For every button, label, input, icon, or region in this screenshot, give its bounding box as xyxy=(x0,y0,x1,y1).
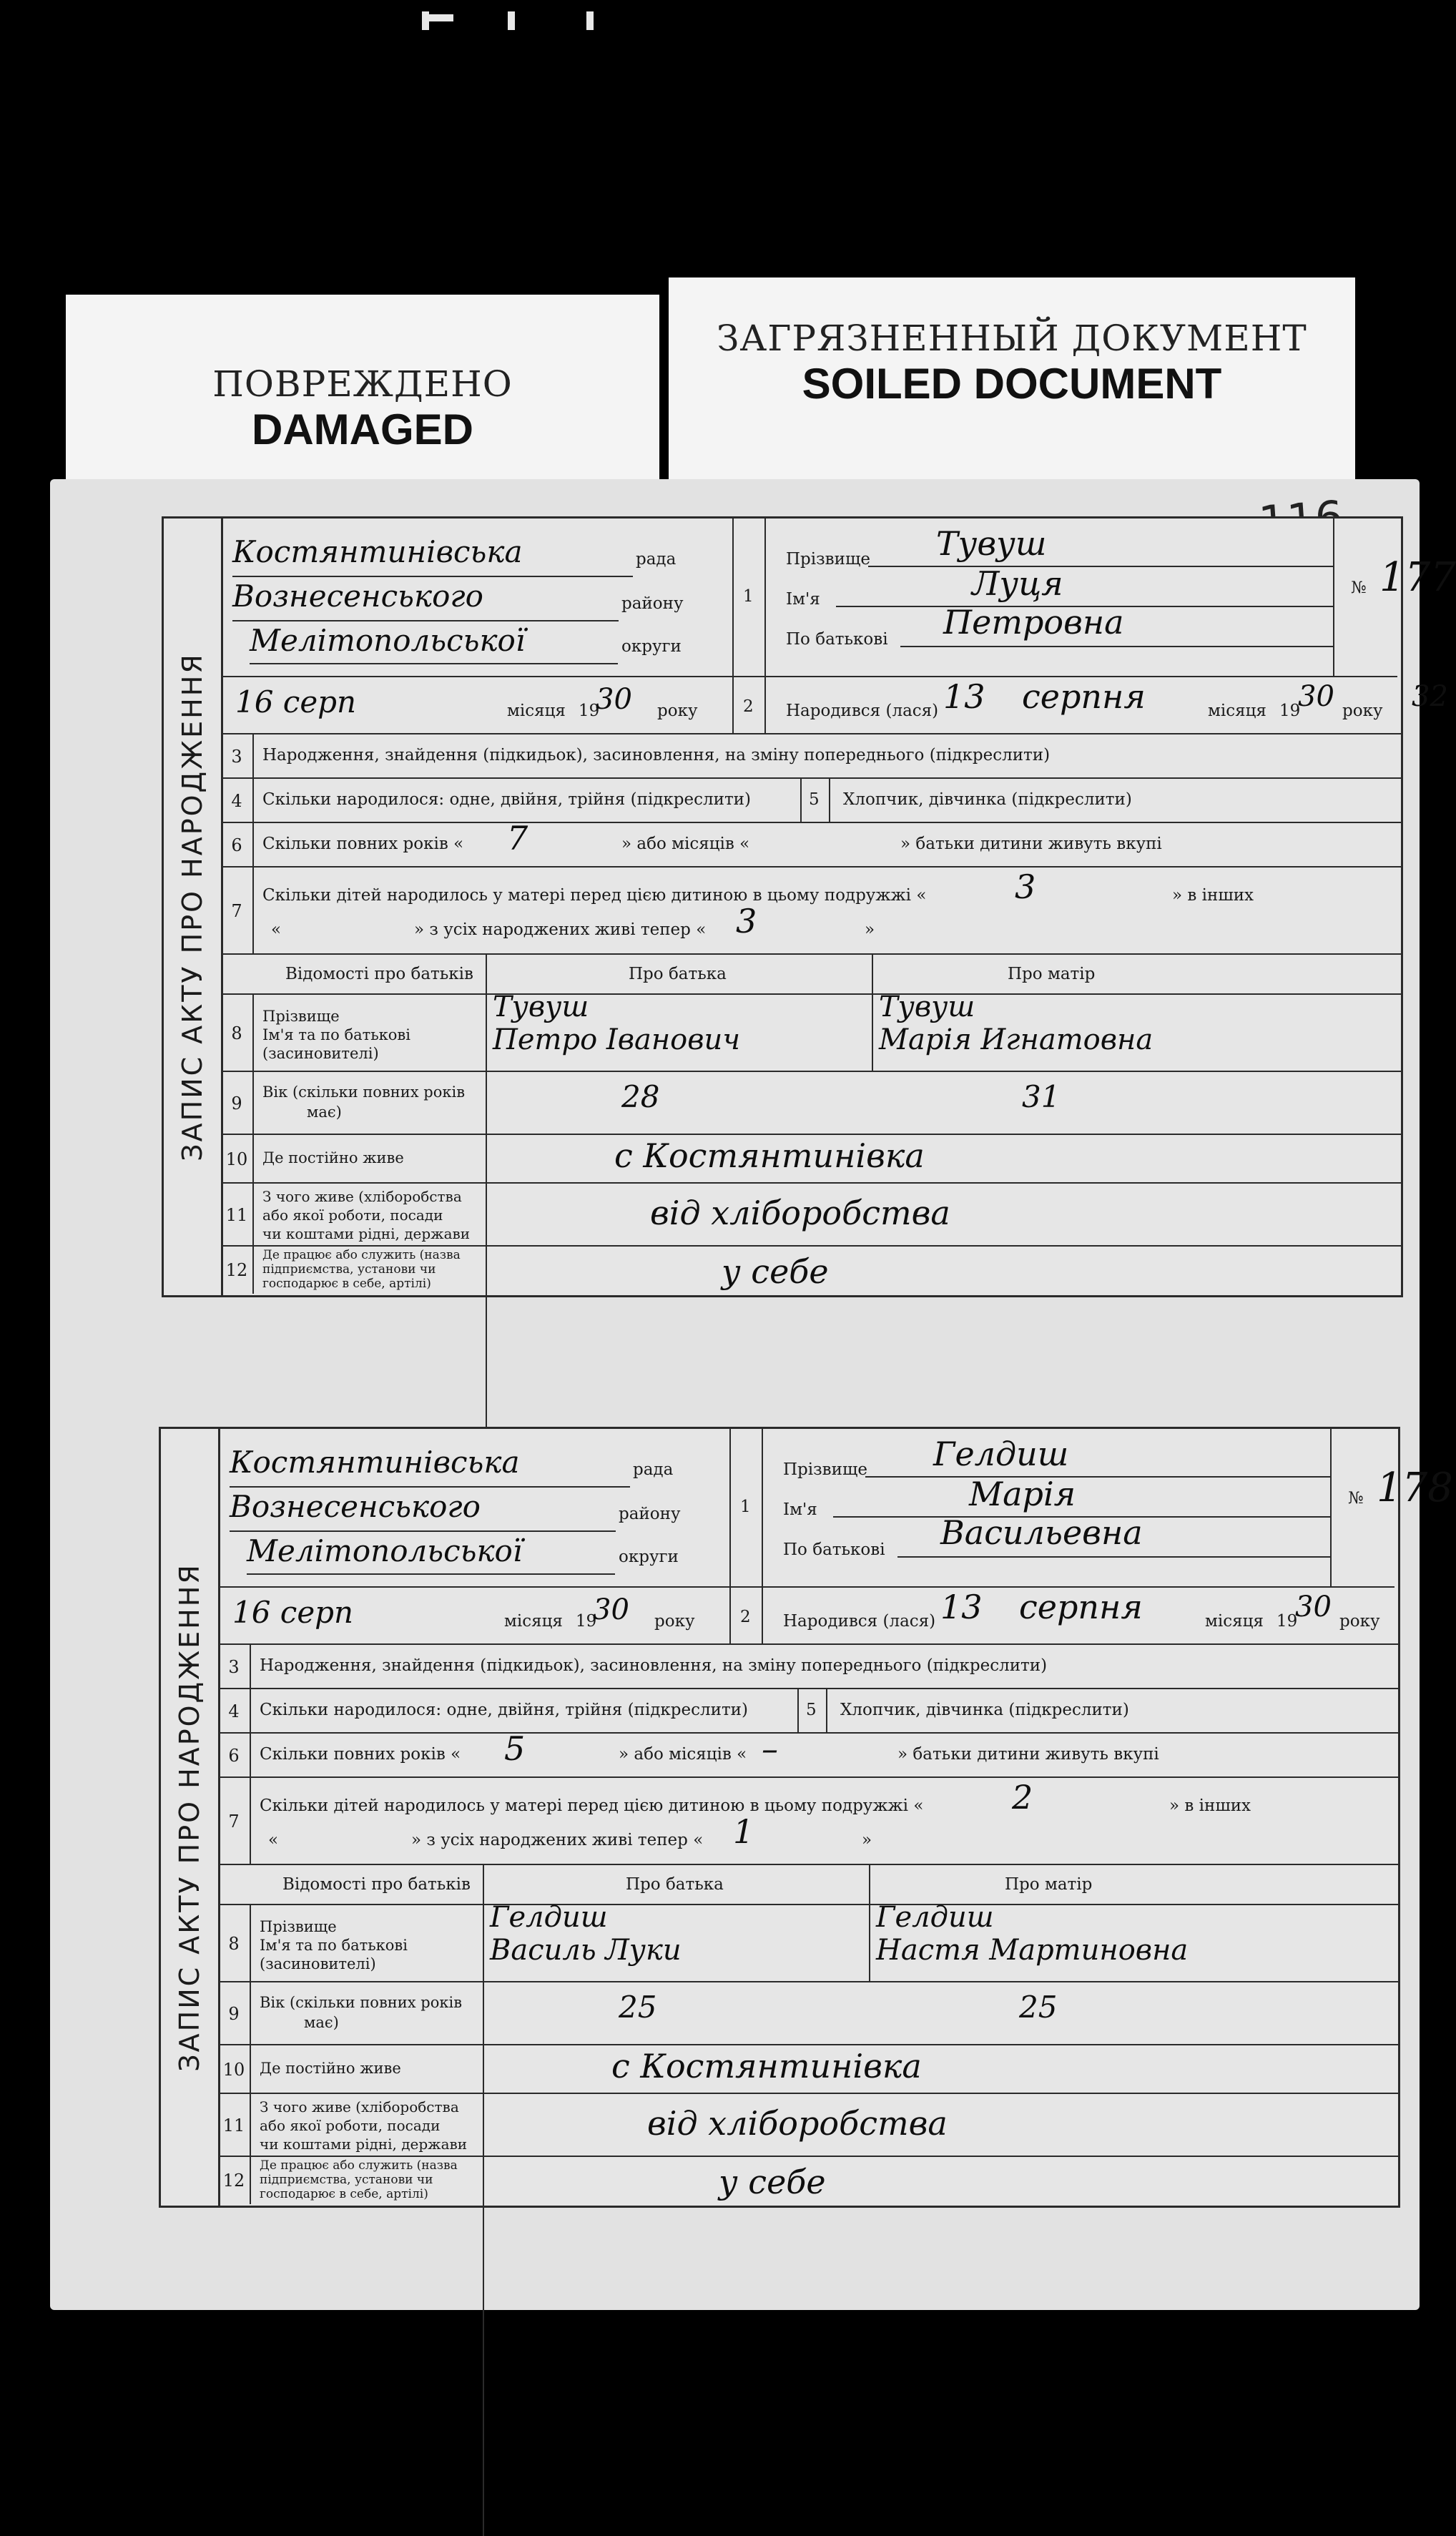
parents-header xyxy=(221,953,1401,995)
row-6-text-a: Скільки повних років « xyxy=(260,1745,461,1764)
row-12-number: 12 xyxy=(221,1247,254,1294)
record-number: 177 xyxy=(1379,554,1456,601)
roku-label: року xyxy=(1339,1612,1380,1631)
underline xyxy=(247,1573,615,1575)
number-label: № xyxy=(1351,579,1367,597)
row-5-text: Хлопчик, дівчинка (підкреслити) xyxy=(843,790,1132,809)
row-4-text: Скільки народилося: одне, двійня, трійня (підкреслити) xyxy=(262,790,751,809)
soiled-label-ru: ЗАГРЯЗНЕННЫЙ ДОКУМЕНТ xyxy=(717,318,1307,359)
mother-surname: Гелдиш xyxy=(876,1901,994,1934)
row-3-number: 3 xyxy=(218,1645,251,1689)
reg-date: 16 серп xyxy=(232,1595,354,1630)
years-together: 7 xyxy=(507,819,528,857)
work: у себе xyxy=(722,1252,829,1291)
margin-note: 32 xyxy=(1412,680,1448,713)
r9-label-1: Вік (скільки повних років xyxy=(262,1083,466,1101)
r9-label-2: має) xyxy=(304,2014,339,2031)
number-label: № xyxy=(1348,1489,1364,1508)
row-5-number: 5 xyxy=(809,790,820,809)
children-alive: 1 xyxy=(733,1812,754,1851)
surname-label: Прізвище xyxy=(783,1460,867,1479)
patronymic-value: Петровна xyxy=(943,603,1124,642)
father-surname: Тувуш xyxy=(493,991,589,1023)
rada-value: Костянтинівська xyxy=(232,534,523,569)
parents-header-label: Відомості про батьків xyxy=(282,1875,471,1894)
month-label: місяця xyxy=(1208,702,1266,720)
row-3-text: Народження, знайдення (підкидьок), засиновлення, на зміну попереднього (підкреслити) xyxy=(262,746,1051,765)
row-9 xyxy=(218,1981,1398,2045)
father-age: 28 xyxy=(621,1079,660,1114)
divider xyxy=(729,1429,731,1643)
row-3 xyxy=(221,733,1401,779)
surname-value: Гелдиш xyxy=(933,1435,1069,1473)
year-prefix: 19 xyxy=(1279,702,1301,720)
row-11 xyxy=(218,2093,1398,2157)
children-alive: 3 xyxy=(736,902,757,940)
mother-age: 25 xyxy=(1019,1990,1058,2025)
father-name: Василь Луки xyxy=(490,1934,682,1967)
row-7-text-c: « xyxy=(268,1831,279,1849)
row-7-text-e: » xyxy=(862,1831,872,1849)
r8-label-3: (засиновителі) xyxy=(260,1955,376,1972)
row-7 xyxy=(221,866,1401,955)
r11-label-3: чи коштами рідні, держави xyxy=(262,1225,471,1242)
birth-year: 30 xyxy=(1295,1591,1332,1623)
row-10-number: 10 xyxy=(221,1135,254,1184)
roku-label: року xyxy=(654,1612,695,1631)
row-9-number: 9 xyxy=(218,1982,251,2045)
row-7-number: 7 xyxy=(221,868,254,955)
raion-label: району xyxy=(619,1505,681,1523)
underline xyxy=(865,1476,1330,1478)
row-3 xyxy=(218,1643,1398,1689)
livelihood: від хліборобства xyxy=(650,1194,950,1232)
row-7-text-d: » з усіх народжених живі тепер « xyxy=(414,920,707,939)
years-together: 5 xyxy=(504,1729,526,1768)
birth-day: 13 xyxy=(940,1588,983,1626)
row-1-number: 1 xyxy=(743,587,754,606)
about-mother-label: Про матір xyxy=(1005,1875,1093,1894)
r10-label: Де постійно живе xyxy=(262,1149,404,1166)
row-9 xyxy=(221,1071,1401,1135)
r10-label: Де постійно живе xyxy=(260,2060,401,2077)
row-6-text-c: » батьки дитини живуть вкупі xyxy=(897,1745,1159,1764)
birth-record-form xyxy=(159,1427,1453,2208)
r8-label-1: Прізвище xyxy=(260,1918,337,1935)
reg-year: 30 xyxy=(593,1593,629,1626)
underline xyxy=(897,1556,1330,1558)
roku-label: року xyxy=(1342,702,1383,720)
year-prefix: 19 xyxy=(576,1612,597,1631)
row-1-number: 1 xyxy=(740,1498,751,1516)
year-prefix: 19 xyxy=(579,702,600,720)
parents-header xyxy=(218,1864,1398,1905)
row-11-number: 11 xyxy=(221,1184,254,1247)
about-father-label: Про батька xyxy=(626,1875,724,1894)
row-9-number: 9 xyxy=(221,1072,254,1135)
month-label: місяця xyxy=(504,1612,563,1631)
row-7-text-d: » з усіх народжених живі тепер « xyxy=(411,1831,704,1849)
birth-record-form xyxy=(162,516,1456,1297)
row-5-text: Хлопчик, дівчинка (підкреслити) xyxy=(840,1701,1129,1719)
row-11-number: 11 xyxy=(218,2094,251,2157)
children-before: 2 xyxy=(1012,1778,1033,1817)
work: у себе xyxy=(719,2163,826,2201)
row-8 xyxy=(218,1901,1398,1982)
row-7-text-a: Скільки дітей народилось у матері перед цією дитиною в цьому подружжі « xyxy=(262,886,927,905)
divider xyxy=(221,955,222,995)
underline xyxy=(230,1530,616,1532)
mother-surname: Тувуш xyxy=(879,991,975,1023)
damaged-label-en: DAMAGED xyxy=(252,406,473,453)
surname-label: Прізвище xyxy=(786,550,870,569)
top-mark xyxy=(422,11,429,30)
underline xyxy=(900,646,1333,647)
mother-name: Настя Мартиновна xyxy=(876,1934,1189,1967)
row-7-text-b: » в інших xyxy=(1172,886,1254,905)
patronymic-label: По батькові xyxy=(786,630,888,649)
roku-label: року xyxy=(657,702,698,720)
r11-label-1: З чого живе (хліборобства xyxy=(262,1188,462,1205)
row-3-number: 3 xyxy=(221,734,254,779)
raion-value: Вознесенського xyxy=(232,579,483,614)
row-8-number: 8 xyxy=(221,995,254,1072)
r8-label-1: Прізвище xyxy=(262,1008,340,1025)
row-4-number: 4 xyxy=(218,1689,251,1734)
r12-label-3: господарює в себе, артілі) xyxy=(262,1277,431,1291)
born-label: Народився (лася) xyxy=(786,702,939,720)
raion-value: Вознесенського xyxy=(230,1489,481,1524)
underline xyxy=(232,576,633,577)
row-12 xyxy=(221,1245,1401,1294)
row-7-text-c: « xyxy=(271,920,282,939)
r8-label-2: Ім'я та по батькові xyxy=(262,1026,410,1043)
okrug-label: округи xyxy=(619,1548,679,1566)
divider xyxy=(829,779,830,823)
birth-month: серпня xyxy=(1022,677,1146,716)
rada-value: Костянтинівська xyxy=(230,1445,520,1480)
row-6-text-a: Скільки повних років « xyxy=(262,835,464,853)
birth-month: серпня xyxy=(1019,1588,1143,1626)
mother-age: 31 xyxy=(1022,1079,1061,1114)
row-4 xyxy=(218,1688,1398,1734)
about-mother-label: Про матір xyxy=(1008,965,1096,983)
r8-label-2: Ім'я та по батькові xyxy=(260,1937,408,1954)
month-label: місяця xyxy=(507,702,566,720)
row-12-number: 12 xyxy=(218,2157,251,2204)
divider xyxy=(764,518,766,733)
divider xyxy=(826,1689,827,1734)
okrug-value: Мелітопольської xyxy=(250,623,526,658)
soiled-label xyxy=(669,277,1355,492)
r12-label-1: Де працює або служить (назва xyxy=(262,1248,461,1262)
row-8-number: 8 xyxy=(218,1905,251,1982)
row-10 xyxy=(221,1134,1401,1184)
top-mark xyxy=(508,11,515,30)
row-10-number: 10 xyxy=(218,2045,251,2094)
divider xyxy=(221,676,732,677)
row-4-text: Скільки народилося: одне, двійня, трійня (підкреслити) xyxy=(260,1701,748,1719)
row-7-text-b: » в інших xyxy=(1169,1797,1251,1815)
divider xyxy=(218,1586,729,1588)
divider xyxy=(800,779,802,823)
parents-header-label: Відомості про батьків xyxy=(285,965,473,983)
r11-label-2: або якої роботи, посади xyxy=(260,2117,441,2134)
row-11 xyxy=(221,1182,1401,1247)
row-7-text-a: Скільки дітей народилось у матері перед цією дитиною в цьому подружжі « xyxy=(260,1797,924,1815)
row-7-number: 7 xyxy=(218,1778,251,1865)
row-6 xyxy=(221,819,1401,868)
row-7 xyxy=(218,1776,1398,1865)
row-10 xyxy=(218,2044,1398,2094)
r8-label-3: (засиновителі) xyxy=(262,1045,379,1062)
name-label: Ім'я xyxy=(786,590,820,609)
okrug-label: округи xyxy=(621,637,682,656)
father-surname: Гелдиш xyxy=(490,1901,608,1934)
row-4 xyxy=(221,777,1401,823)
raion-label: району xyxy=(621,594,684,613)
birth-year: 30 xyxy=(1298,680,1334,713)
row-6-text-c: » батьки дитини живуть вкупі xyxy=(900,835,1162,853)
damaged-label-ru: ПОВРЕЖДЕНО xyxy=(212,363,513,405)
father-age: 25 xyxy=(619,1990,657,2025)
soiled-label-en: SOILED DOCUMENT xyxy=(802,360,1222,408)
row-5-number: 5 xyxy=(806,1701,817,1719)
row-12 xyxy=(218,2156,1398,2204)
underline xyxy=(868,566,1333,567)
father-name: Петро Іванович xyxy=(493,1023,741,1056)
row-4-number: 4 xyxy=(221,779,254,823)
r12-label-1: Де працює або служить (назва xyxy=(260,2158,458,2173)
birth-day: 13 xyxy=(943,677,985,716)
divider xyxy=(762,1429,763,1643)
rada-label: рада xyxy=(633,1460,674,1479)
row-7-text-e: » xyxy=(865,920,875,939)
side-title: ЗАПИС АКТУ ПРО НАРОДЖЕННЯ xyxy=(164,518,223,1295)
rada-label: рада xyxy=(636,550,677,569)
divider xyxy=(1333,518,1334,676)
livelihood: від хліборобства xyxy=(647,2104,948,2143)
residence: с Костянтинівка xyxy=(611,2047,922,2085)
row-2-number: 2 xyxy=(743,697,754,716)
row-6-text-b: » або місяців « xyxy=(621,835,750,853)
about-father-label: Про батька xyxy=(629,965,727,983)
patronymic-label: По батькові xyxy=(783,1540,885,1559)
r9-label-2: має) xyxy=(307,1104,342,1121)
side-title: ЗАПИС АКТУ ПРО НАРОДЖЕННЯ xyxy=(161,1429,220,2206)
divider xyxy=(797,1689,799,1734)
damaged-label xyxy=(66,295,659,495)
name-value: Марія xyxy=(969,1475,1076,1513)
r11-label-3: чи коштами рідні, держави xyxy=(260,2136,468,2153)
reg-year: 30 xyxy=(596,683,632,716)
name-label: Ім'я xyxy=(783,1500,817,1519)
divider xyxy=(218,1865,220,1905)
row-6 xyxy=(218,1729,1398,1778)
divider xyxy=(1330,1429,1332,1586)
patronymic-value: Васильевна xyxy=(940,1513,1143,1552)
year-prefix: 19 xyxy=(1277,1612,1298,1631)
row-3-text: Народження, знайдення (підкидьок), засиновлення, на зміну попереднього (підкреслити) xyxy=(260,1656,1048,1675)
r12-label-3: господарює в себе, артілі) xyxy=(260,2187,428,2201)
reg-date: 16 серп xyxy=(235,684,357,719)
r9-label-1: Вік (скільки повних років xyxy=(260,1994,463,2011)
row-8 xyxy=(221,993,1401,1072)
row-6-text-b: » або місяців « xyxy=(619,1745,747,1764)
underline xyxy=(230,1486,630,1488)
months-together: – xyxy=(762,1729,778,1768)
divider xyxy=(732,518,734,733)
row-2-number: 2 xyxy=(740,1608,751,1626)
okrug-value: Мелітопольської xyxy=(247,1533,523,1568)
row-6-number: 6 xyxy=(221,823,254,868)
underline xyxy=(232,620,619,621)
born-label: Народився (лася) xyxy=(783,1612,936,1631)
month-label: місяця xyxy=(1205,1612,1264,1631)
surname-value: Тувуш xyxy=(936,524,1047,563)
row-6-number: 6 xyxy=(218,1734,251,1778)
r12-label-2: підприємства, установи чи xyxy=(260,2173,433,2187)
children-before: 3 xyxy=(1015,868,1036,906)
r11-label-2: або якої роботи, посади xyxy=(262,1206,443,1224)
residence: с Костянтинівка xyxy=(614,1136,925,1175)
r11-label-1: З чого живе (хліборобства xyxy=(260,2098,459,2115)
top-mark xyxy=(586,11,594,30)
r12-label-2: підприємства, установи чи xyxy=(262,1262,436,1277)
mother-name: Марія Игнатовна xyxy=(879,1023,1154,1056)
record-number: 178 xyxy=(1377,1465,1453,1511)
underline xyxy=(250,663,618,664)
name-value: Луця xyxy=(972,564,1063,603)
